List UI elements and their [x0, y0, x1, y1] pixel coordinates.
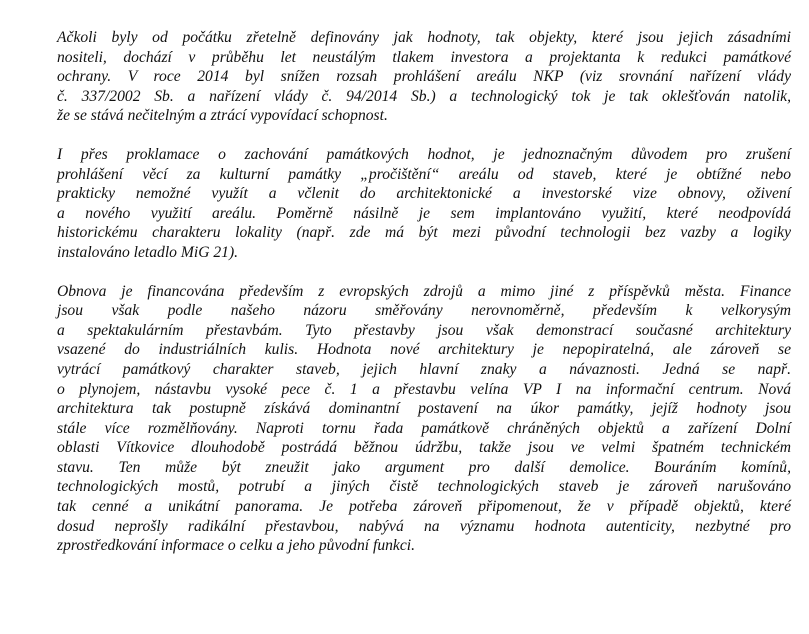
text-line: vsazené do industriálních kulis. Hodnota nové architektury je nepopiratelná, ale zároveň se: [57, 341, 791, 359]
text-line: stále více rozmělňovány. Naproti tornu řada památkově chráněných objektů a zařízení Dolní: [57, 419, 791, 437]
text-line: historickému charakteru lokality (např. zde má být mezi původní technologii bez vazby a logiky: [57, 224, 791, 242]
text-line: č. 337/2002 Sb. a nařízení vlády č. 94/2014 Sb.) a technologický tok je tak oklešťován natolik,: [57, 87, 791, 105]
text-line: architektura tak postupně získává dominantní postavení na úkor památky, jejíž hodnoty jsou: [57, 400, 791, 418]
text-line: jsou však podle našeho názoru směřovány nerovnoměrně, především k velkorysým: [57, 302, 791, 320]
text-line: I přes proklamace o zachování památkových hodnot, je jednoznačným důvodem pro zrušení: [57, 145, 791, 163]
paragraph-2: [57, 145, 791, 263]
text-line: ochrany. V roce 2014 byl snížen rozsah prohlášení areálu NKP (viz srovnání nařízení vlády: [57, 68, 791, 86]
text-line: dosud neprošly radikální přestavbou, nabývá na významu hodnota autenticity, nezbytné pro: [57, 517, 791, 535]
text-line: a spektakulárním přestavbám. Tyto přestavby jsou však demonstrací současné architektury: [57, 321, 791, 339]
text-line: instalováno letadlo MiG 21).: [57, 243, 239, 261]
text-line: a nového využití areálu. Poměrně násilně je sem implantováno využití, které neodpovídá: [57, 204, 791, 222]
text-line: tak cenné a unikátní panorama. Je potřeba zároveň připomenout, že v případě objektů, které: [57, 498, 791, 516]
paragraph-1: [57, 28, 791, 126]
text-line: nositeli, dochází v průběhu let neustálým tlakem investora a projektanta k redukci památkové: [57, 48, 791, 66]
text-line: oblasti Vítkovice dlouhodobě postrádá běžnou údržbu, takže jsou ve velmi špatném technickém: [57, 439, 791, 457]
text-line: Ačkoli byly od počátku zřetelně definovány jak hodnoty, tak objekty, které jsou jejich zásadními: [57, 29, 791, 46]
text-line: zprostředkování informace o celku a jeho původní funkci.: [57, 537, 415, 555]
text-line: Obnova je financována především z evropských zdrojů a mimo jiné z příspěvků města. Finance: [57, 282, 791, 300]
text-line: vytrácí památkový charakter staveb, jejich hlavní znaky a návaznosti. Jedná se např.: [57, 360, 791, 378]
text-line: prohlášení věcí za kulturní památky „pročištění“ areálu od staveb, které je obtížné nebo: [57, 165, 791, 183]
text-line: stavu. Ten může být zneužit jako argument pro další demolice. Bouráním komínů,: [57, 458, 791, 476]
text-line: prakticky nemožné využít a včlenit do architektonické a investorské vize obnovy, oživení: [57, 185, 791, 203]
text-line: že se stává nečitelným a ztrácí vypovídací schopnost.: [57, 107, 388, 125]
text-line: o plynojem, nástavbu vysoké pece č. 1 a přestavbu velína VP I na informační centrum. Nová: [57, 380, 791, 398]
document-body: [57, 28, 791, 556]
text-line: technologických mostů, potrubí a jiných čistě technologických staveb je zároveň narušováno: [57, 478, 791, 496]
paragraph-3: [57, 282, 791, 556]
